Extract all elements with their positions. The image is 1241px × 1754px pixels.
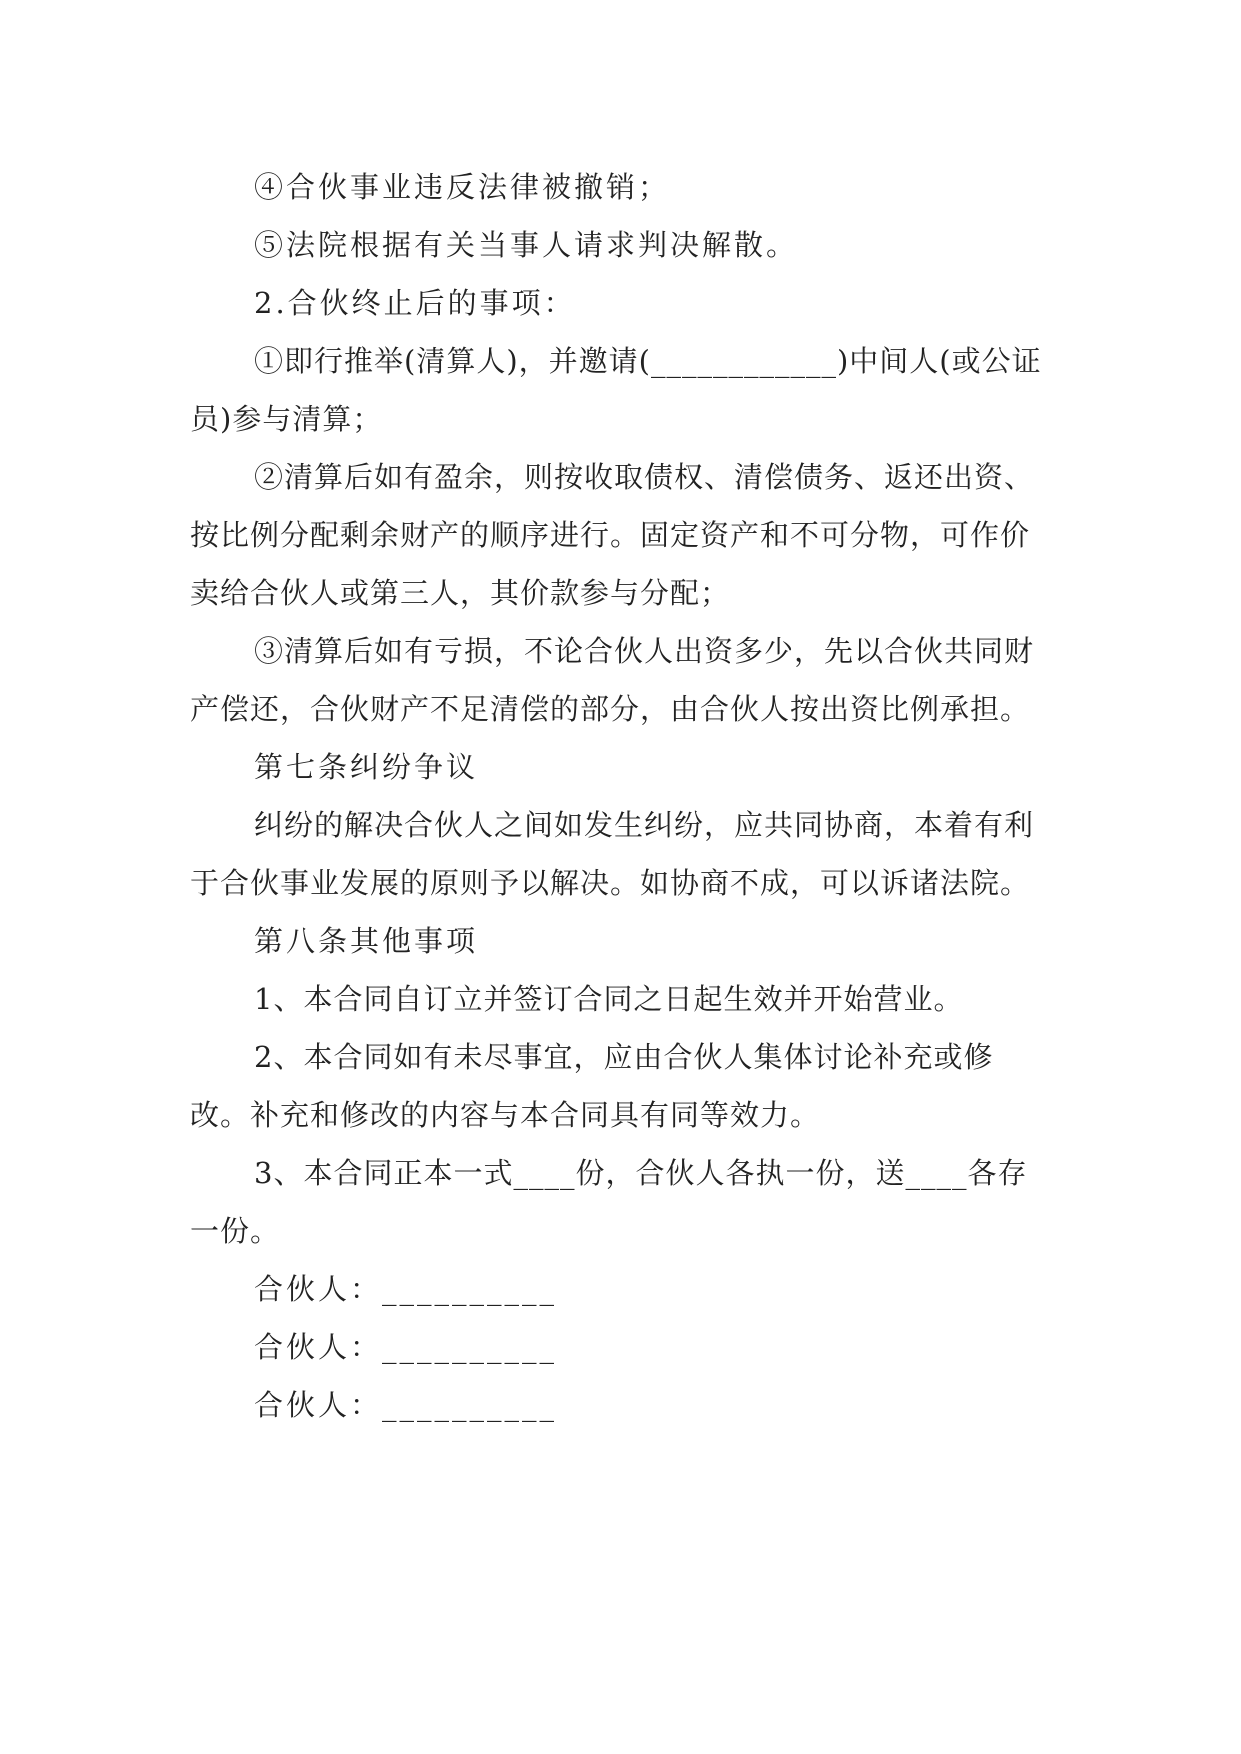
clause-item-1: ①即行推举(清算人)，并邀请(____________)中间人(或公证员)参与清算； bbox=[190, 344, 1042, 436]
other-clause-2: 2、本合同如有未尽事宜，应由合伙人集体讨论补充或修改。补充和修改的内容与本合同具有同等效力。 bbox=[190, 1040, 994, 1132]
other-clause-1: 1、本合同自订立并签订合同之日起生效并开始营业。 bbox=[254, 982, 964, 1016]
clause-item-4: ④合伙事业违反法律被撤销； bbox=[254, 170, 671, 204]
signature-line-partner-3: 合伙人：__________ bbox=[254, 1388, 558, 1422]
article-7-title: 第七条纠纷争议 bbox=[254, 750, 479, 784]
article-8-title: 第八条其他事项 bbox=[254, 924, 479, 958]
signature-line-partner-2: 合伙人：__________ bbox=[254, 1330, 558, 1364]
document-body bbox=[190, 158, 1050, 1434]
clause-item-5: ⑤法院根据有关当事人请求判决解散。 bbox=[254, 228, 799, 262]
section-heading-termination-matters: 2.合伙终止后的事项： bbox=[254, 286, 576, 320]
other-clause-3: 3、本合同正本一式____份，合伙人各执一份，送____各存一份。 bbox=[190, 1156, 1028, 1248]
signature-line-partner-1: 合伙人：__________ bbox=[254, 1272, 558, 1306]
article-7-body: 纠纷的解决合伙人之间如发生纠纷，应共同协商，本着有利于合伙事业发展的原则予以解决。如协商不成，可以诉诸法院。 bbox=[190, 808, 1035, 900]
clause-item-3: ③清算后如有亏损，不论合伙人出资多少，先以合伙共同财产偿还，合伙财产不足清偿的部分，由合伙人按出资比例承担。 bbox=[190, 634, 1035, 726]
clause-item-2: ②清算后如有盈余，则按收取债权、清偿债务、返还出资、按比例分配剩余财产的顺序进行。固定资产和不可分物，可作价卖给合伙人或第三人，其价款参与分配； bbox=[190, 460, 1035, 610]
